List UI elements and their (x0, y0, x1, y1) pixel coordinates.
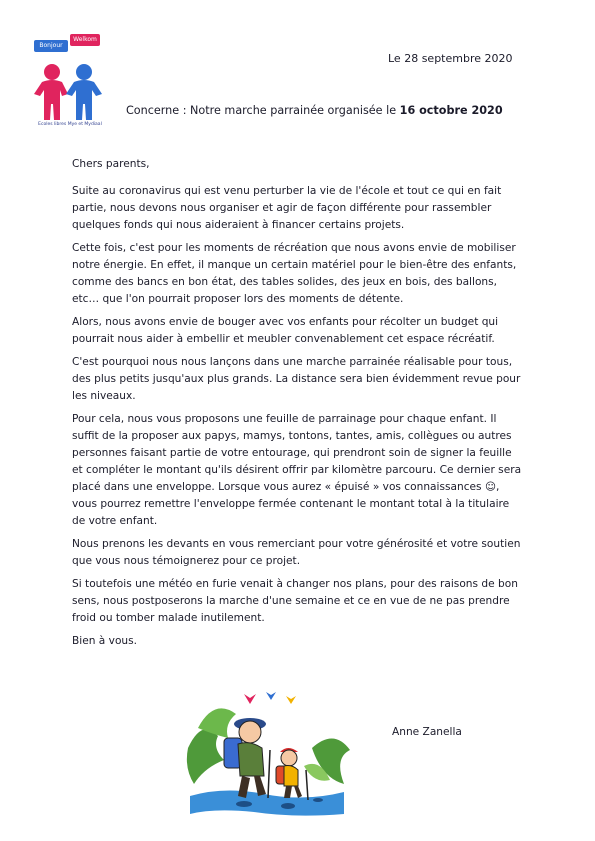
letter-date: Le 28 septembre 2020 (388, 52, 513, 65)
school-name: Ecoles libres Mye et Mydiaal (38, 122, 102, 127)
letter-signature: Anne Zanella (392, 726, 462, 738)
logo-speech-bubble-left: Bonjour (34, 40, 68, 52)
letter-paragraph: Alors, nous avons envie de bouger avec vos enfants pour récolter un budget qui pourrait nous aider à embellir et meubler convenablement cet espace récréatif. (72, 316, 499, 345)
letter-body (72, 156, 524, 656)
letter-paragraph: C'est pourquoi nous nous lançons dans une marche parrainée réalisable pour tous, des plus petits jusqu'aux plus grands. La distance sera bien évidemment revue pour les niveaux. (72, 356, 521, 402)
hikers-illustration (184, 688, 354, 818)
letter-paragraph: Cette fois, c'est pour les moments de récréation que nous avons envie de mobiliser notre énergie. En effet, il manque un certain matériel pour le bien-être des enfants, comme des bancs en bon état, des tables solides, des jeux en bois, des ballons, etc… que l'on pourrait proposer lors des moments de détente. (72, 242, 517, 305)
letter-greeting: Chers parents, (72, 158, 150, 170)
children-holding-hands-icon (32, 60, 104, 122)
letter-paragraph: Nous prenons les devants en vous remerciant pour votre générosité et votre soutien que vous nous témoignerez pour ce projet. (72, 538, 521, 567)
letter-paragraph: Si toutefois une météo en furie venait à changer nos plans, pour des raisons de bon sens, nous postposerons la marche d'une semaine et ce en vue de ne pas prendre froid ou tomber malade inutilement. (72, 578, 518, 624)
subject-date: 16 octobre 2020 (399, 104, 503, 117)
letter-subject (126, 104, 503, 117)
letter-closing: Bien à vous. (72, 635, 138, 647)
letter-paragraph: Pour cela, nous vous proposons une feuille de parrainage pour chaque enfant. Il suffit de la proposer aux papys, mamys, tontons, tantes, amis, collègues ou autres personnes faisant partie de votre entourage, qui prendront soin de signer la feuille et compléter le montant qu'ils désirent offrir par kilomètre parcouru. Ce dernier sera placé dans une enveloppe. Lorsque vous aurez « épuisé » vos connaissances ☺, vous pourrez remettre l'enveloppe fermée contenant le montant total à la titulaire de votre enfant. (72, 413, 522, 527)
subject-prefix: Concerne : Notre marche parrainée organisée le (126, 104, 400, 117)
school-logo (22, 26, 112, 132)
letter-paragraph: Suite au coronavirus qui est venu perturber la vie de l'école et tout ce qui en fait partie, nous devons nous organiser et agir de façon différente pour rassembler quelques fonds qui nous aideraient à financer certains projets. (72, 185, 502, 231)
logo-speech-bubble-right: Welkom (70, 34, 100, 46)
